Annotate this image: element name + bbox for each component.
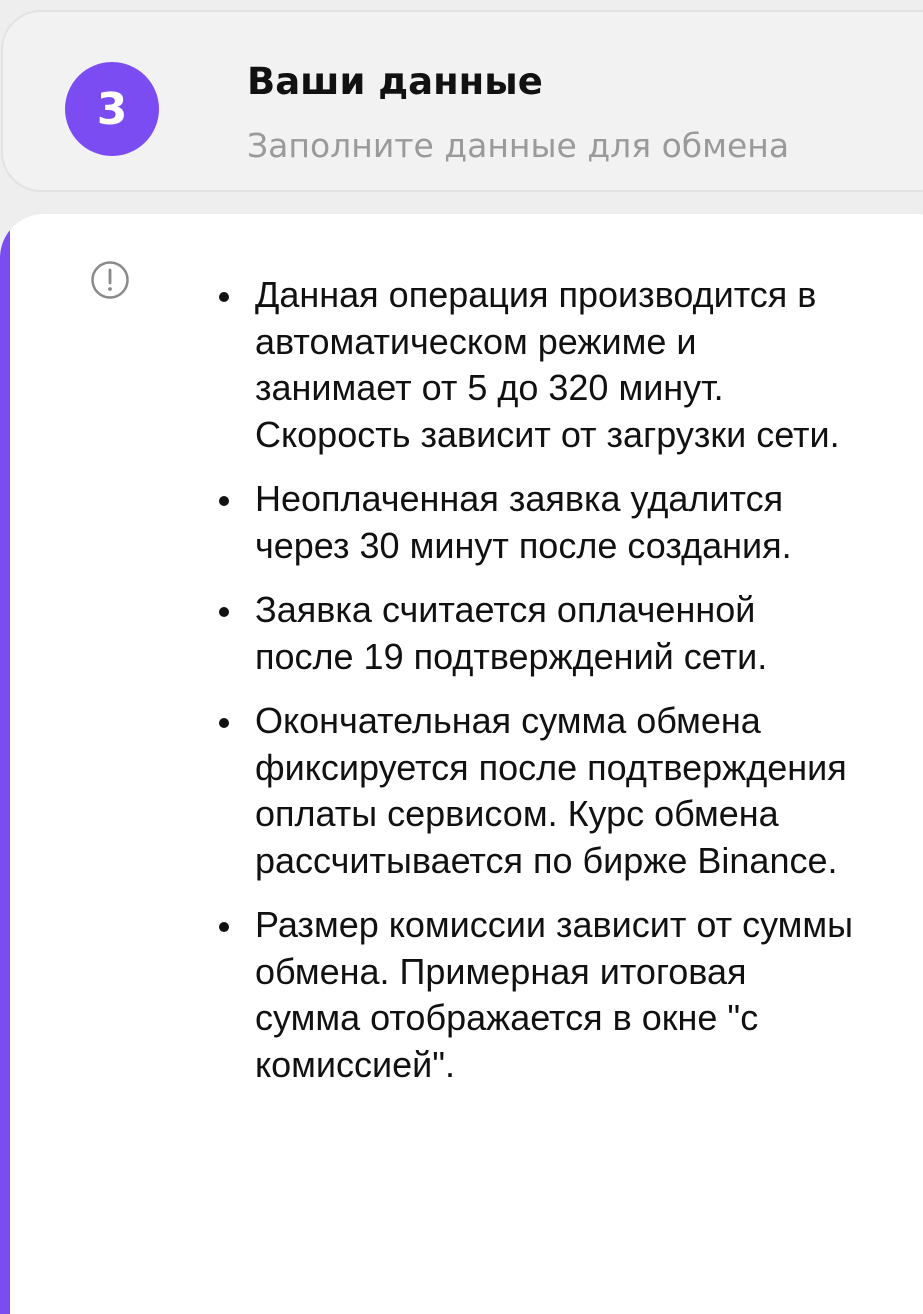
alert-circle-icon [90, 260, 130, 300]
step-number-badge: 3 [65, 62, 159, 156]
list-item [255, 272, 855, 458]
note-text: Размер комиссии зависит от суммы обмена. Примерная итоговая сумма отображается в окне "с комиссией". [255, 904, 854, 1085]
step-header-card [1, 10, 923, 192]
notes-list [255, 272, 855, 1106]
list-item [255, 476, 855, 569]
bullet [219, 292, 229, 302]
list-item [255, 587, 855, 680]
bullet [219, 922, 229, 932]
bullet [219, 718, 229, 728]
info-card [0, 214, 923, 1314]
bullet [219, 607, 229, 617]
step-title: Ваши данные [247, 60, 543, 103]
note-text: Данная операция производится в автоматическом режиме и занимает от 5 до 320 минут. Скорость зависит от загрузки сети. [255, 274, 840, 455]
note-text: Заявка считается оплаченной после 19 подтверждений сети. [255, 589, 768, 677]
bullet [219, 496, 229, 506]
note-text: Неоплаченная заявка удалится через 30 минут после создания. [255, 478, 792, 566]
step-subtitle: Заполните данные для обмена [247, 126, 790, 165]
list-item [255, 902, 855, 1088]
note-text: Окончательная сумма обмена фиксируется после подтверждения оплаты сервисом. Курс обмена рассчитывается по бирже Binance. [255, 700, 847, 881]
list-item [255, 698, 855, 884]
accent-bar [0, 214, 10, 1314]
